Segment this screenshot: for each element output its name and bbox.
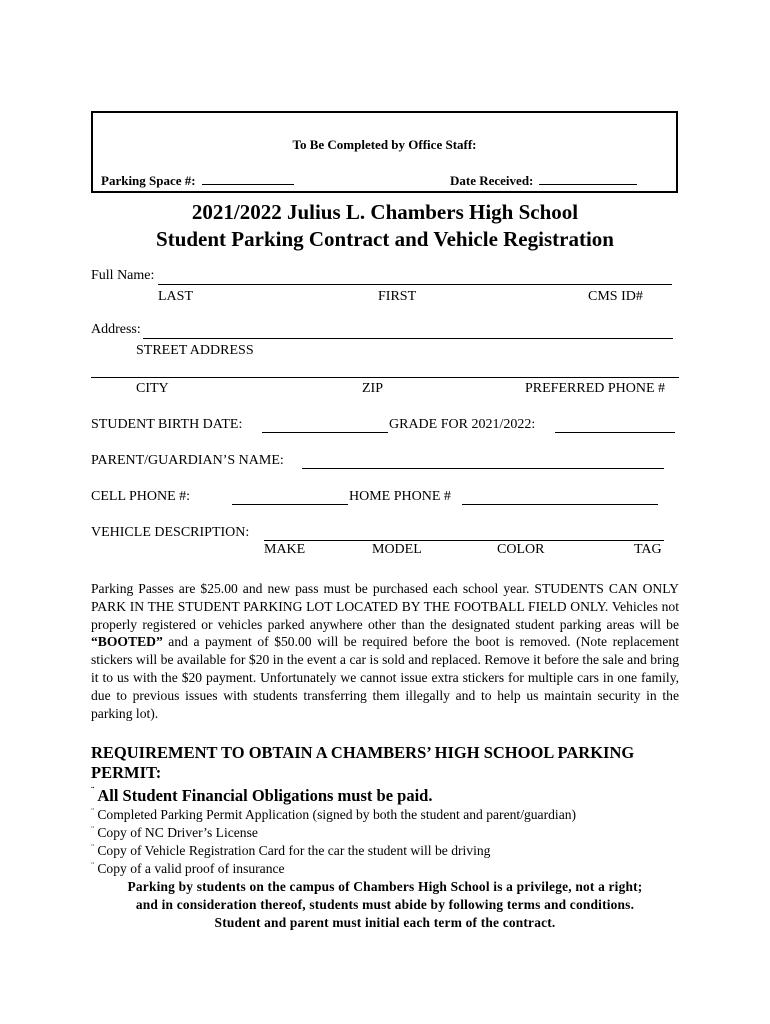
vehicle-tag-sub: TAG [634,542,662,557]
date-received-field [450,172,637,189]
cell-phone-line[interactable] [232,504,348,505]
requirement-item [91,861,285,877]
home-phone-label: HOME PHONE # [349,489,451,504]
birth-date-line[interactable] [262,432,388,433]
full-name-sub-cms-id: CMS ID# [588,289,643,304]
requirement-main-text: All Student Financial Obligations must be paid. [97,786,433,805]
document-title-line1: 2021/2022 Julius L. Chambers High School [191,200,579,224]
address-label: Address: [91,322,141,337]
office-staff-title: To Be Completed by Office Staff: [292,137,477,152]
closing-line-1: Parking by students on the campus of Chambers High School is a privilege, not a right; [127,879,643,894]
vehicle-color-sub: COLOR [497,542,545,557]
bullet-marker: ¨ [91,786,95,797]
full-name-sub-last: LAST [158,289,193,304]
requirement-item-text: Copy of NC Driver’s License [97,825,258,840]
street-address-sub: STREET ADDRESS [136,343,254,358]
street-address-line[interactable] [143,338,673,339]
parking-space-label: Parking Space #: [101,173,196,188]
vehicle-model-sub: MODEL [372,542,422,557]
date-received-label: Date Received: [450,173,534,188]
parent-guardian-line[interactable] [302,468,664,469]
zip-sub: ZIP [362,381,383,396]
parent-guardian-label: PARENT/GUARDIAN’S NAME: [91,453,284,468]
cell-phone-label: CELL PHONE #: [91,489,191,504]
full-name-label: Full Name: [91,268,155,283]
full-name-sub-first: FIRST [378,289,417,304]
office-staff-box [91,111,678,193]
bullet-marker: ¨ [91,825,95,836]
vehicle-description-label: VEHICLE DESCRIPTION: [91,525,250,540]
policy-text-part2: and a payment of $50.00 will be required before the boot is removed. (Note replacement stickers will be available for $20 in the event a car is sold and replaced. Remove it before the sale and bring it to us with the $20 payment. Unfortunately we cannot issue extra stickers for multiple cars in one family, due to previous issues with students transferring them illegally and to help us maintain security in the parking lot). [91,634,679,721]
parking-space-field [101,172,294,189]
document-title-line2: Student Parking Contract and Vehicle Registration [156,227,614,251]
bullet-marker: ¨ [91,843,95,854]
requirement-item [91,807,576,823]
full-name-line[interactable] [158,284,672,285]
requirement-main-item [91,786,432,806]
requirement-item-text: Copy of a valid proof of insurance [97,861,285,876]
bullet-marker: ¨ [91,861,95,872]
city-zip-phone-line[interactable] [91,377,679,378]
closing-line-2: and in consideration thereof, students must abide by following terms and conditions. [135,897,635,912]
closing-line-3: Student and parent must initial each term of the contract. [214,915,556,930]
grade-label: GRADE FOR 2021/2022: [389,417,536,432]
policy-booted-text: “BOOTED” [91,634,163,650]
birth-date-label: STUDENT BIRTH DATE: [91,417,243,432]
vehicle-description-line[interactable] [264,540,664,541]
bullet-marker: ¨ [91,807,95,818]
requirement-item [91,843,490,859]
parking-policy-paragraph [91,580,679,722]
requirement-item-text: Copy of Vehicle Registration Card for the car the student will be driving [97,843,491,858]
vehicle-make-sub: MAKE [264,542,306,557]
grade-line[interactable] [555,432,675,433]
parking-space-blank[interactable] [202,172,294,185]
requirement-item-text: Completed Parking Permit Application (signed by both the student and parent/guardian) [97,807,577,822]
date-received-blank[interactable] [539,172,637,185]
policy-text-part1: Parking Passes are $25.00 and new pass must be purchased each school year. STUDENTS CAN ONLY PARK IN THE STUDENT PARKING LOT LOCATED BY THE FOOTBALL FIELD ONLY. Vehicles not properly registered or vehicles parked anywhere other than the designated student parking areas will be [91,581,679,632]
requirements-heading: REQUIREMENT TO OBTAIN A CHAMBERS’ HIGH SCHOOL PARKING PERMIT: [91,743,635,782]
requirement-item [91,825,258,841]
preferred-phone-sub: PREFERRED PHONE # [525,381,666,396]
city-sub: CITY [136,381,169,396]
home-phone-line[interactable] [462,504,658,505]
